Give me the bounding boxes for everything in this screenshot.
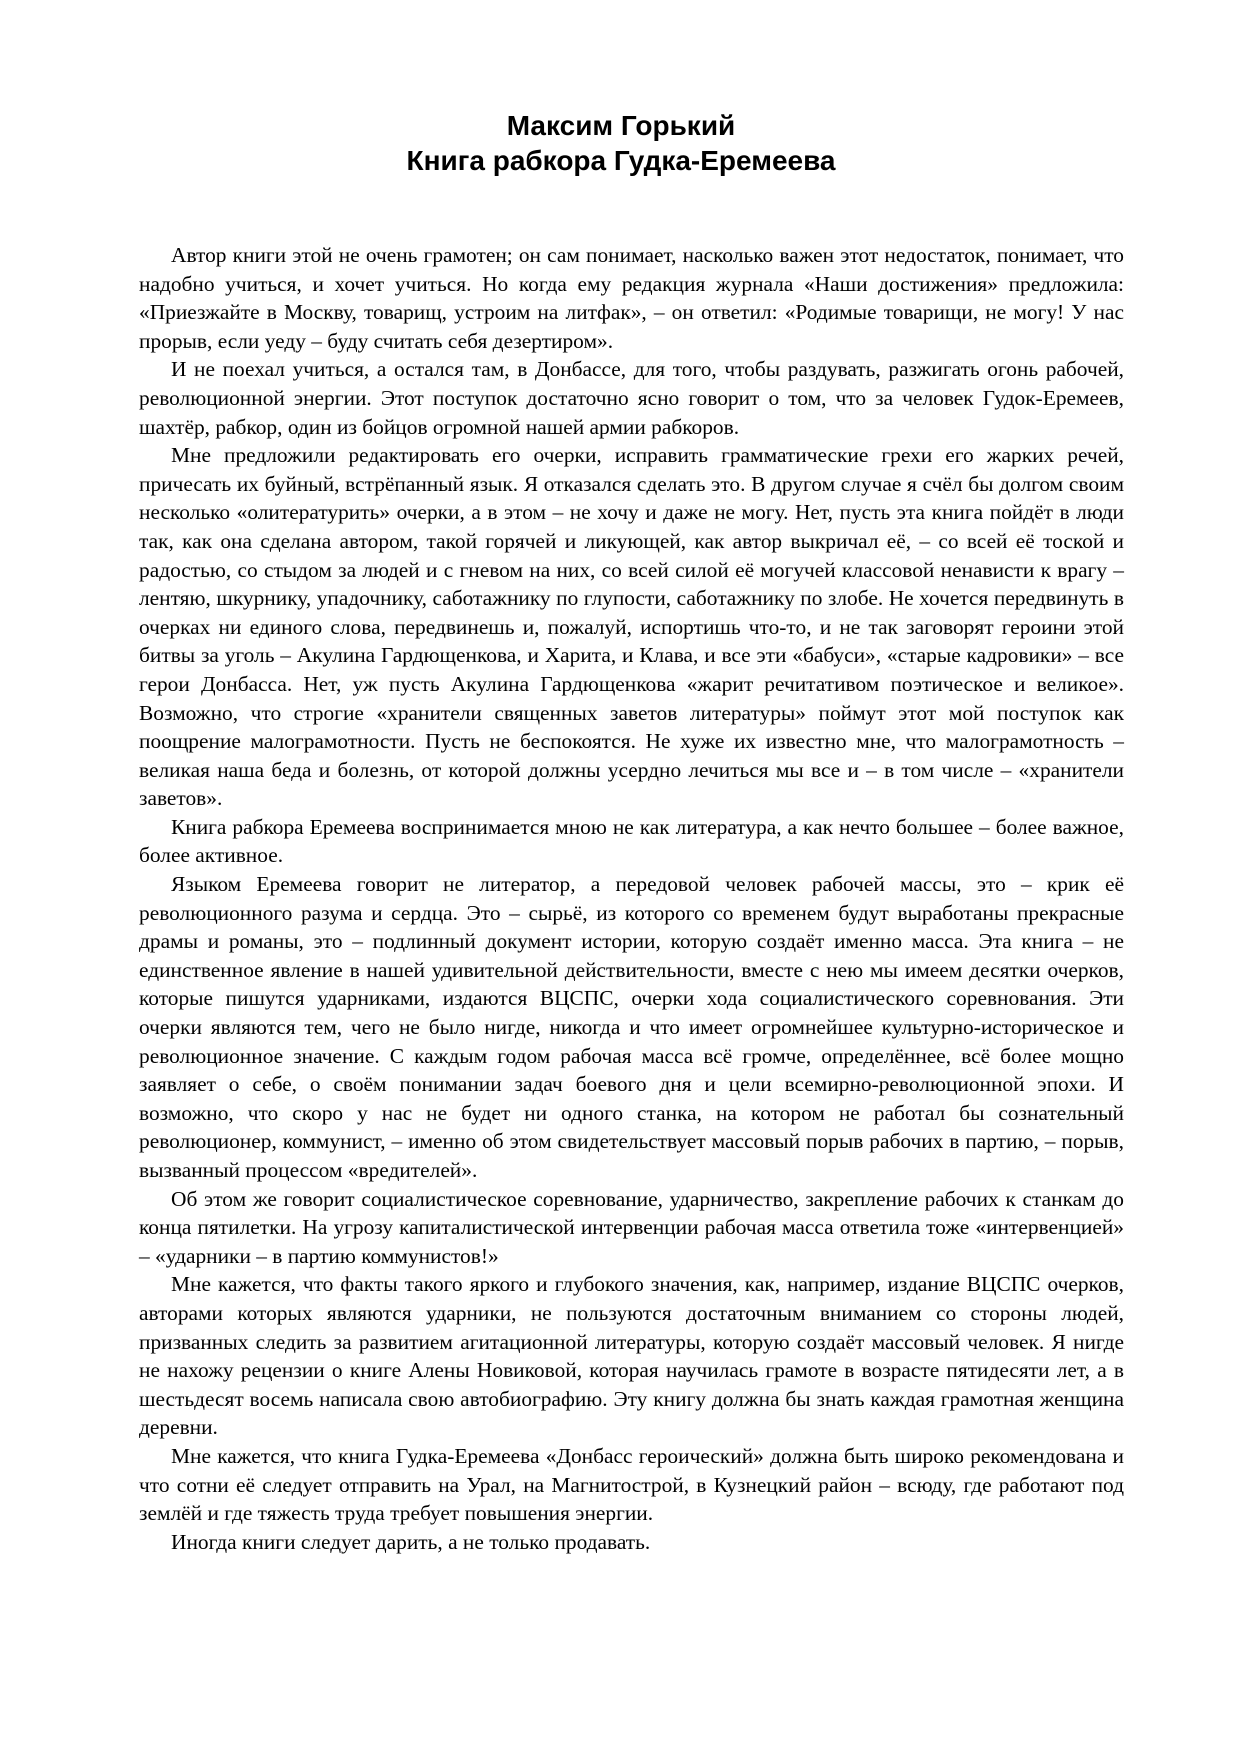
document-body — [139, 241, 1124, 1556]
paragraph: Иногда книги следует дарить, а не только продавать. — [171, 1529, 651, 1554]
paragraph: Об этом же говорит социалистическое соревнование, ударничество, закрепление рабочих к станкам до конца пятилетки. На угрозу капиталистической интервенции рабочая масса ответила тоже «интервенцией» – «ударники – в партию коммунистов!» — [139, 1186, 1124, 1268]
paragraph: Книга рабкора Еремеева воспринимается мною не как литература, а как нечто большее – более важное, более активное. — [139, 814, 1124, 868]
paragraph: Мне предложили редактировать его очерки, исправить грамматические грехи его жарких речей, причесать их буйный, встрёпанный язык. Я отказался сделать это. В другом случае я счёл бы долгом своим несколько «олитературить» очерки, а в этом – не хочу и даже не могу. Нет, пусть эта книга пойдёт в люди так, как она сделана автором, такой горячей и ликующей, как автор выкричал её, – со всей её тоской и радостью, со стыдом за людей и с гневом на них, со всей силой её могучей классовой ненависти к врагу – лентяю, шкурнику, упадочнику, саботажнику по глупости, саботажнику по злобе. Не хочется передвинуть в очерках ни единого слова, передвинешь и, пожалуй, испортишь что-то, и не так заговорят героини этой битвы за уголь – Акулина Гардющенкова, и Харита, и Клава, и все эти «бабуси», «старые кадровики» – все герои Донбасса. Нет, уж пусть Акулина Гардющенкова «жарит речитативом поэтическое и великое». Возможно, что строгие «хранители священных заветов литературы» поймут этот мой поступок как поощрение малограмотности. Пусть не беспокоятся. Не хуже их известно мне, что малограмотность – великая наша беда и болезнь, от которой должны усердно лечиться мы все и – в том числе – «хранители заветов». — [139, 443, 1124, 811]
document-title: Книга рабкора Гудка-Еремеева — [406, 145, 836, 176]
paragraph: И не поехал учиться, а остался там, в Донбассе, для того, чтобы раздувать, разжигать огонь рабочей, революционной энергии. Этот поступок достаточно ясно говорит о том, что за человек Гудок-Еремеев, шахтёр, рабкор, один из бойцов огромной нашей армии рабкоров. — [139, 357, 1124, 439]
paragraph: Автор книги этой не очень грамотен; он сам понимает, насколько важен этот недостаток, понимает, что надобно учиться, и хочет учиться. Но когда ему редакция журнала «Наши достижения» предложила: «Приезжайте в Москву, товарищ, устроим на литфак», – он ответил: «Родимые товарищи, не могу! У нас прорыв, если уеду – буду считать себя дезертиром». — [139, 243, 1124, 353]
author-name: Максим Горький — [506, 110, 736, 141]
paragraph: Мне кажется, что факты такого яркого и глубокого значения, как, например, издание ВЦСПС очерков, авторами которых являются ударники, не пользуются достаточным вниманием со стороны людей, призванных следить за развитием агитационной литературы, которую создаёт массовый человек. Я нигде не нахожу рецензии о книге Алены Новиковой, которая научилась грамоте в возрасте пятидесяти лет, а в шестьдесят восемь написала свою автобиографию. Эту книгу должна бы знать каждая грамотная женщина деревни. — [139, 1272, 1124, 1440]
paragraph: Языком Еремеева говорит не литератор, а передовой человек рабочей массы, это – крик её революционного разума и сердца. Это – сырьё, из которого со временем будут выработаны прекрасные драмы и романы, это – подлинный документ истории, которую создаёт именно масса. Эта книга – не единственное явление в нашей удивительной действительности, вместе с нею мы имеем десятки очерков, которые пишутся ударниками, издаются ВЦСПС, очерки хода социалистического соревнования. Эти очерки являются тем, чего не было нигде, никогда и что имеет огромнейшее культурно-историческое и революционное значение. С каждым годом рабочая масса всё громче, определённее, всё более мощно заявляет о себе, о своём понимании задач боевого дня и цели всемирно-революционной эпохи. И возможно, что скоро у нас не будет ни одного станка, на котором не работал бы сознательный революционер, коммунист, – именно об этом свидетельствует массовый порыв рабочих в партию, – порыв, вызванный процессом «вредителей». — [139, 872, 1124, 1182]
paragraph: Мне кажется, что книга Гудка-Еремеева «Донбасс героический» должна быть широко рекомендована и что сотни её следует отправить на Урал, на Магнитострой, в Кузнецкий район – всюду, где работают под землёй и где тяжесть труда требует повышения энергии. — [139, 1443, 1124, 1526]
document-header — [0, 108, 1242, 178]
